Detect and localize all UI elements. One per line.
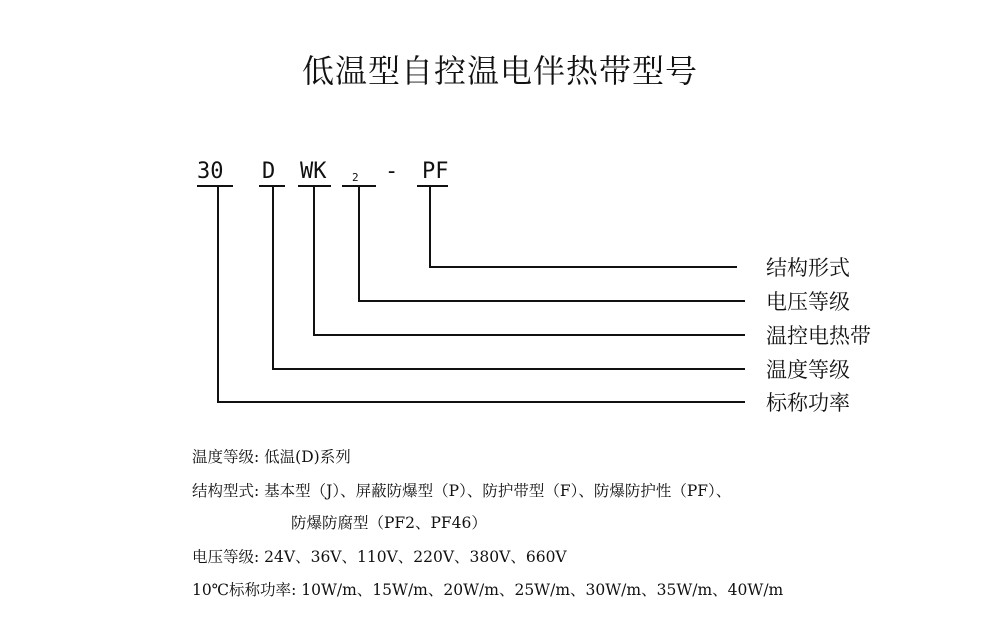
note-voltage bbox=[192, 545, 567, 567]
label-temperature: 温度等级 bbox=[766, 358, 850, 382]
note-key: 电压等级: bbox=[192, 548, 260, 566]
note-key: 10℃标称功率: bbox=[192, 581, 297, 599]
label-voltage: 电压等级 bbox=[766, 290, 850, 314]
note-structure bbox=[192, 479, 731, 501]
code-dash: - bbox=[385, 159, 399, 184]
leader-structure bbox=[430, 186, 737, 267]
leader-voltage bbox=[359, 186, 745, 301]
label-power: 标称功率 bbox=[766, 391, 850, 415]
leader-type bbox=[314, 186, 745, 335]
page-title: 低温型自控温电伴热带型号 bbox=[301, 52, 698, 90]
note-value: 24V、36V、110V、220V、380V、660V bbox=[264, 548, 567, 566]
note-temperature bbox=[192, 445, 351, 467]
leader-temperature bbox=[273, 186, 745, 369]
label-structure: 结构形式 bbox=[766, 256, 850, 280]
note-value: 防爆防腐型（PF2、PF46） bbox=[290, 514, 487, 532]
code-power: 30 bbox=[197, 159, 224, 184]
note-value: 低温(D)系列 bbox=[264, 448, 351, 466]
code-type: WK bbox=[300, 159, 327, 184]
note-key: 结构型式: bbox=[192, 482, 260, 500]
label-type: 温控电热带 bbox=[766, 324, 871, 348]
note-key: 温度等级: bbox=[192, 448, 260, 466]
code-structure: PF bbox=[422, 159, 449, 184]
code-voltage-subscript: 2 bbox=[352, 171, 359, 184]
code-temperature: D bbox=[262, 159, 276, 184]
note-power bbox=[192, 578, 783, 600]
note-value: 10W/m、15W/m、20W/m、25W/m、30W/m、35W/m、40W/m bbox=[301, 581, 784, 599]
note-structure-continued bbox=[286, 511, 487, 533]
note-value: 基本型（J）、屏蔽防爆型（P）、防护带型（F）、防爆防护性（PF）、 bbox=[264, 482, 732, 500]
